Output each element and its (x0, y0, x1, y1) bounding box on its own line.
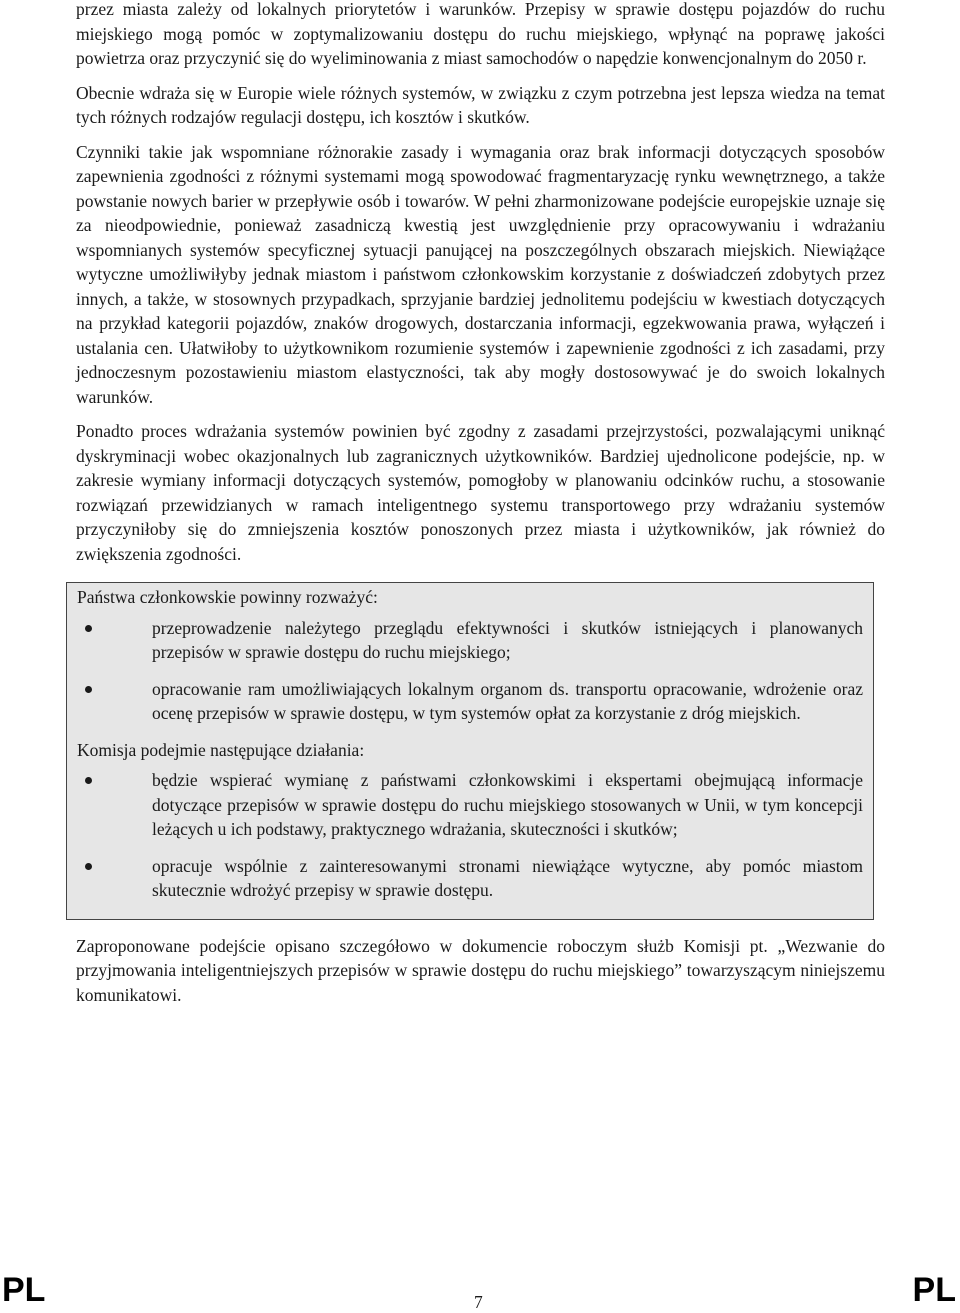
bullet-icon (85, 777, 92, 784)
bullet-icon (85, 625, 92, 632)
language-code-right: PL (912, 1271, 956, 1309)
paragraph-1: przez miasta zależy od lokalnych priorytetów i warunków. Przepisy w sprawie dostępu pojazdów do ruchu miejskiego mogą pomóc w zoptymalizowaniu dostępu do ruchu miejskiego, wpłynąć na poprawę jakości powietrza oraz przyczynić się do wyeliminowania z miast samochodów o napędzie konwencjonalnym do 2050 r. (76, 0, 885, 68)
list-item-text: będzie wspierać wymianę z państwami członkowskimi i ekspertami obejmującą informacje dotyczące przepisów w sprawie dostępu do ruchu miejskiego stosowanych w Unii, w tym koncepcji leżących u ich podstawy, praktycznego wdrażania, skuteczności i skutków; (152, 770, 863, 839)
paragraph-4: Ponadto proces wdrażania systemów powinien być zgodny z zasadami przejrzystości, pozwalającymi uniknąć dyskryminacji wobec okazjonalnych lub zagranicznych użytkowników. Bardziej ujednolicone podejście, np. w zakresie wymiany informacji dotyczących systemów, pomogłoby w planowaniu odcinków ruchu, a stosowanie rozwiązań przewidzianych w ramach inteligentnego systemu transportowego przy wdrażaniu systemów przyczyniłoby się do zmniejszenia kosztów ponoszonych przez miasta i użytkowników, jak również do zwiększenia zgodności. (76, 421, 885, 564)
commission-heading: Komisja podejmie następujące działania: (77, 739, 365, 760)
recommendations-box (66, 582, 874, 920)
bullet-icon (85, 863, 92, 870)
list-item-text: przeprowadzenie należytego przeglądu efektywności i skutków istniejących i planowanych przepisów w sprawie dostępu do ruchu miejskiego; (152, 617, 863, 662)
list-item-text: opracuje wspólnie z zainteresowanymi stronami niewiążące wytyczne, aby pomóc miastom skutecznie wdrożyć przepisy w sprawie dostępu. (152, 855, 863, 900)
list-item (77, 854, 863, 903)
member-states-list (77, 616, 863, 726)
list-item (77, 768, 863, 842)
bullet-icon (85, 686, 92, 693)
page-number: 7 (474, 1292, 483, 1312)
closing-paragraph: Zaproponowane podejście opisano szczegółowo w dokumencie roboczym służb Komisji pt. „Wezwanie do przyjmowania inteligentniejszych przepisów w sprawie dostępu do ruchu miejskiego” towarzyszącym niniejszemu komunikatowi. (76, 935, 885, 1005)
paragraph-3: Czynniki takie jak wspomniane różnorakie zasady i wymagania oraz brak informacji dotyczących sposobów zapewnienia zgodności z różnymi systemami mogą spowodować fragmentaryzację rynku wewnętrznego, a także powstanie nowych barier w przepływie osób i towarów. W pełni zharmonizowane podejście europejskie uznaje się za nieodpowiednie, ponieważ zasadniczą kwestią jest uwzględnienie przy opracowywaniu i wdrażaniu wspomnianych systemów specyficznej sytuacji panującej na poszczególnych obszarach miejskich. Niewiążące wytyczne umożliwiłyby jednak miastom i państwom członkowskim korzystanie z doświadczeń zdobytych przez innych, a także, w stosownych przypadkach, sprzyjanie bardziej jednolitemu podejściu w kwestiach dotyczących na przykład kategorii pojazdów, znaków drogowych, dostarczania informacji, egzekwowania prawa, wyłączeń i ustalania cen. Ułatwiłoby to użytkownikom rozumienie systemów i zapewnienie zgodności z ich zasadami, przy jednoczesnym pozostawieniu miastom elastyczności, tak aby mogły dostosowywać je do swoich lokalnych warunków. (76, 141, 885, 407)
document-body (76, 0, 885, 1017)
language-code-left: PL (2, 1271, 46, 1309)
list-item-text: opracowanie ram umożliwiających lokalnym organom ds. transportu opracowanie, wdrożenie oraz ocenę przepisów w sprawie dostępu, w tym systemów opłat za korzystanie z dróg miejskich. (152, 678, 863, 723)
list-item (77, 677, 863, 726)
member-states-heading: Państwa członkowskie powinny rozważyć: (77, 587, 378, 607)
list-item (77, 616, 863, 665)
commission-list (77, 768, 863, 903)
paragraph-2: Obecnie wdraża się w Europie wiele różnych systemów, w związku z czym potrzebna jest lepsza wiedza na temat tych różnych rodzajów regulacji dostępu, ich kosztów i skutków. (76, 82, 885, 127)
